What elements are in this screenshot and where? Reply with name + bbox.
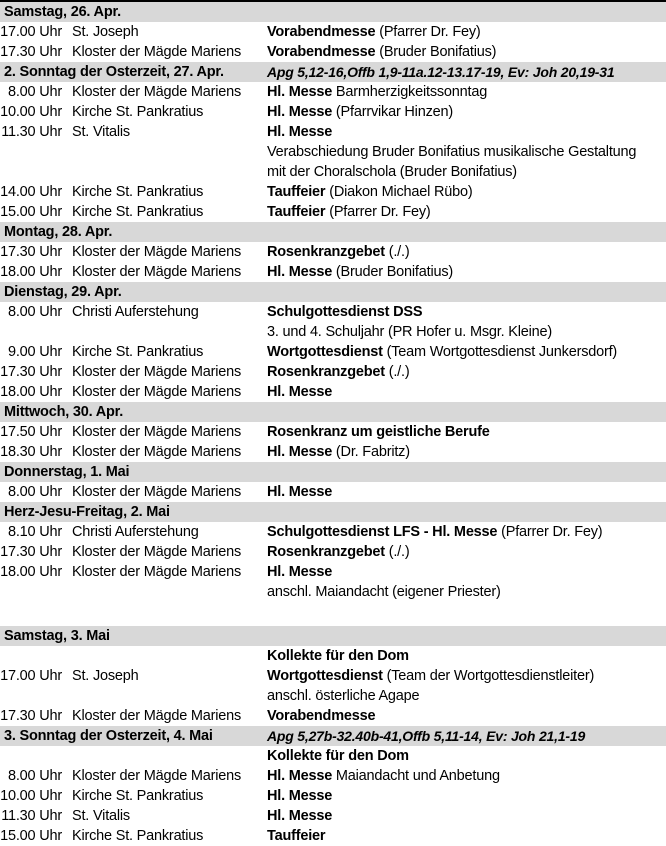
event-location: Kirche St. Pankratius — [72, 104, 204, 120]
schedule-row — [0, 322, 666, 342]
event-title: Rosenkranzgebet — [267, 244, 385, 260]
day-header — [0, 282, 666, 302]
schedule-row — [0, 666, 666, 686]
event-description: Hl. Messe (Dr. Fabritz) — [267, 444, 410, 460]
event-title: Tauffeier — [267, 204, 326, 220]
event-title: Rosenkranz um geistliche Berufe — [267, 424, 490, 440]
section-gap — [0, 602, 666, 626]
event-description: Tauffeier (Diakon Michael Rübo) — [267, 184, 473, 200]
event-title: Hl. Messe — [267, 808, 333, 824]
event-time — [0, 582, 62, 602]
day-header-readings — [267, 222, 666, 242]
event-description — [267, 422, 666, 442]
event-title: Kollekte für den Dom — [267, 748, 409, 764]
event-description: Rosenkranzgebet (./.) — [267, 544, 410, 560]
schedule-row — [0, 442, 666, 462]
event-location — [62, 162, 267, 182]
event-description: Wortgottesdienst (Team der Wortgottesdienstleiter) — [267, 668, 595, 684]
event-description — [267, 746, 666, 766]
event-title: Tauffeier — [267, 184, 326, 200]
schedule-row — [0, 142, 666, 162]
event-title: Schulgottesdienst LFS - Hl. Messe — [267, 524, 498, 540]
event-time: 17.30 Uhr — [0, 244, 62, 260]
event-time — [0, 322, 62, 342]
day-header-readings — [267, 626, 666, 646]
event-time: 8.10 Uhr — [7, 524, 62, 540]
schedule-row — [0, 706, 666, 726]
schedule-row — [0, 562, 666, 582]
event-title: Hl. Messe — [267, 124, 333, 140]
event-time: 15.00 Uhr — [0, 828, 62, 844]
event-description: Wortgottesdienst (Team Wortgottesdienst Junkersdorf) — [267, 344, 618, 360]
schedule-row — [0, 766, 666, 786]
event-location — [62, 582, 267, 602]
event-description: Hl. Messe (Pfarrvikar Hinzen) — [267, 104, 453, 120]
event-location: St. Vitalis — [72, 124, 130, 140]
day-header-title: Donnerstag, 1. Mai — [4, 464, 130, 480]
day-header — [0, 462, 666, 482]
event-time — [0, 646, 62, 666]
schedule-row — [0, 522, 666, 542]
day-header — [0, 502, 666, 522]
event-title: Rosenkranzgebet — [267, 364, 385, 380]
schedule-row — [0, 102, 666, 122]
event-time — [0, 162, 62, 182]
day-header-readings — [267, 402, 666, 422]
event-description — [267, 786, 666, 806]
event-time: 17.30 Uhr — [0, 44, 62, 60]
event-title: Wortgottesdienst — [267, 668, 383, 684]
schedule-row — [0, 786, 666, 806]
event-description: Rosenkranzgebet (./.) — [267, 364, 410, 380]
event-description: 3. und 4. Schuljahr (PR Hofer u. Msgr. Kleine) — [267, 324, 552, 340]
event-description: mit der Choralschola (Bruder Bonifatius) — [267, 164, 517, 180]
event-location: Kirche St. Pankratius — [72, 828, 204, 844]
event-time — [0, 746, 62, 766]
event-location: Kloster der Mägde Mariens — [72, 484, 242, 500]
day-header-title: Dienstag, 29. Apr. — [4, 284, 122, 300]
event-time: 18.30 Uhr — [0, 444, 62, 460]
event-description: Hl. Messe Barmherzigkeitssonntag — [267, 84, 488, 100]
event-title: Hl. Messe — [267, 264, 333, 280]
schedule-row — [0, 826, 666, 846]
event-title: Hl. Messe — [267, 564, 333, 580]
event-title: Hl. Messe — [267, 484, 333, 500]
event-time — [0, 686, 62, 706]
event-title: Schulgottesdienst DSS — [267, 304, 423, 320]
event-location: Christi Auferstehung — [72, 524, 199, 540]
schedule-row — [0, 42, 666, 62]
event-description: Hl. Messe (Bruder Bonifatius) — [267, 264, 454, 280]
schedule-row — [0, 262, 666, 282]
day-header-readings — [267, 282, 666, 302]
event-location: St. Joseph — [72, 668, 139, 684]
schedule-row — [0, 342, 666, 362]
event-time: 8.00 Uhr — [7, 84, 62, 100]
event-location: St. Joseph — [72, 24, 139, 40]
event-description: Tauffeier (Pfarrer Dr. Fey) — [267, 204, 431, 220]
schedule-row — [0, 746, 666, 766]
event-location: Kloster der Mägde Mariens — [72, 544, 242, 560]
event-title: Vorabendmesse — [267, 24, 376, 40]
event-description: Schulgottesdienst LFS - Hl. Messe (Pfarrer Dr. Fey) — [267, 524, 603, 540]
event-time: 18.00 Uhr — [0, 384, 62, 400]
event-title: Hl. Messe — [267, 768, 333, 784]
day-header-readings: Apg 5,12-16,Offb 1,9-11a.12-13.17-19, Ev: Joh 20,19-31 — [267, 64, 615, 80]
event-time: 9.00 Uhr — [7, 344, 62, 360]
event-description: Vorabendmesse (Pfarrer Dr. Fey) — [267, 24, 481, 40]
event-time: 10.00 Uhr — [0, 104, 62, 120]
day-header — [0, 402, 666, 422]
event-time: 17.00 Uhr — [0, 668, 62, 684]
event-title: Kollekte für den Dom — [267, 648, 409, 664]
day-header-title: Herz-Jesu-Freitag, 2. Mai — [4, 504, 170, 520]
day-header-title: Samstag, 3. Mai — [4, 628, 110, 644]
schedule-row — [0, 482, 666, 502]
event-description — [267, 826, 666, 846]
event-time: 8.00 Uhr — [7, 484, 62, 500]
event-description: Verabschiedung Bruder Bonifatius musikalische Gestaltung — [267, 144, 637, 160]
event-description: Rosenkranzgebet (./.) — [267, 244, 410, 260]
event-description: Hl. Messe Maiandacht und Anbetung — [267, 768, 500, 784]
event-location: Kloster der Mägde Mariens — [72, 264, 242, 280]
event-time: 8.00 Uhr — [7, 768, 62, 784]
event-description — [267, 562, 666, 582]
day-header-readings — [267, 2, 666, 22]
event-time: 11.30 Uhr — [1, 124, 62, 140]
event-location: Kloster der Mägde Mariens — [72, 84, 242, 100]
event-time: 8.00 Uhr — [7, 304, 62, 320]
event-location: Kloster der Mägde Mariens — [72, 384, 242, 400]
day-header-title: 2. Sonntag der Osterzeit, 27. Apr. — [4, 64, 224, 80]
day-header-title: 3. Sonntag der Osterzeit, 4. Mai — [4, 728, 213, 744]
day-header-title: Samstag, 26. Apr. — [4, 4, 121, 20]
event-location: Kloster der Mägde Mariens — [72, 768, 242, 784]
schedule-row — [0, 806, 666, 826]
event-title: Vorabendmesse — [267, 708, 376, 724]
schedule-row — [0, 202, 666, 222]
event-location — [62, 746, 267, 766]
event-title: Hl. Messe — [267, 104, 333, 120]
event-description — [267, 806, 666, 826]
event-location — [62, 646, 267, 666]
event-location: Kirche St. Pankratius — [72, 344, 204, 360]
event-location: Kloster der Mägde Mariens — [72, 364, 242, 380]
schedule-row — [0, 242, 666, 262]
day-header — [0, 62, 666, 82]
event-description: anschl. Maiandacht (eigener Priester) — [267, 584, 501, 600]
event-location — [62, 686, 267, 706]
event-description — [267, 482, 666, 502]
event-time: 11.30 Uhr — [1, 808, 62, 824]
event-location: Kirche St. Pankratius — [72, 204, 204, 220]
event-time: 18.00 Uhr — [0, 264, 62, 280]
event-description — [267, 706, 666, 726]
event-description — [267, 646, 666, 666]
event-description — [267, 122, 666, 142]
day-header — [0, 726, 666, 746]
event-title: Vorabendmesse — [267, 44, 376, 60]
event-time — [0, 142, 62, 162]
schedule-row — [0, 362, 666, 382]
event-description: Vorabendmesse (Bruder Bonifatius) — [267, 44, 497, 60]
event-description: anschl. österliche Agape — [267, 688, 420, 704]
event-location: Kloster der Mägde Mariens — [72, 564, 242, 580]
event-time: 17.50 Uhr — [0, 424, 62, 440]
event-location: Christi Auferstehung — [72, 304, 199, 320]
event-location: Kloster der Mägde Mariens — [72, 244, 242, 260]
day-header-readings: Apg 5,27b-32.40b-41,Offb 5,11-14, Ev: Joh 21,1-19 — [267, 728, 586, 744]
schedule-row — [0, 542, 666, 562]
event-time: 10.00 Uhr — [0, 788, 62, 804]
day-header — [0, 2, 666, 22]
event-title: Hl. Messe — [267, 444, 333, 460]
event-time: 18.00 Uhr — [0, 564, 62, 580]
schedule-row — [0, 422, 666, 442]
event-location: Kloster der Mägde Mariens — [72, 708, 242, 724]
event-location: Kloster der Mägde Mariens — [72, 44, 242, 60]
event-time: 17.30 Uhr — [0, 544, 62, 560]
day-header-title: Montag, 28. Apr. — [4, 224, 113, 240]
event-location: Kirche St. Pankratius — [72, 788, 204, 804]
schedule-row — [0, 686, 666, 706]
event-location — [62, 322, 267, 342]
schedule-row — [0, 302, 666, 322]
day-header-title: Mittwoch, 30. Apr. — [4, 404, 124, 420]
event-time: 17.30 Uhr — [0, 364, 62, 380]
schedule-row — [0, 582, 666, 602]
schedule-row — [0, 162, 666, 182]
event-time: 17.00 Uhr — [0, 24, 62, 40]
event-title: Hl. Messe — [267, 788, 333, 804]
event-location — [62, 142, 267, 162]
event-location: St. Vitalis — [72, 808, 130, 824]
event-location: Kloster der Mägde Mariens — [72, 424, 242, 440]
event-title: Wortgottesdienst — [267, 344, 383, 360]
event-location: Kloster der Mägde Mariens — [72, 444, 242, 460]
event-title: Hl. Messe — [267, 84, 333, 100]
day-header-readings — [267, 502, 666, 522]
event-time: 14.00 Uhr — [0, 184, 62, 200]
event-time: 15.00 Uhr — [0, 204, 62, 220]
event-title: Hl. Messe — [267, 384, 333, 400]
schedule-row — [0, 646, 666, 666]
schedule-row — [0, 382, 666, 402]
schedule-row — [0, 22, 666, 42]
event-location: Kirche St. Pankratius — [72, 184, 204, 200]
day-header — [0, 222, 666, 242]
day-header-readings — [267, 462, 666, 482]
schedule-row — [0, 122, 666, 142]
event-description — [267, 302, 666, 322]
event-description — [267, 382, 666, 402]
event-time: 17.30 Uhr — [0, 708, 62, 724]
event-title: Tauffeier — [267, 828, 326, 844]
event-title: Rosenkranzgebet — [267, 544, 385, 560]
day-header — [0, 626, 666, 646]
schedule-row — [0, 82, 666, 102]
schedule-row — [0, 182, 666, 202]
